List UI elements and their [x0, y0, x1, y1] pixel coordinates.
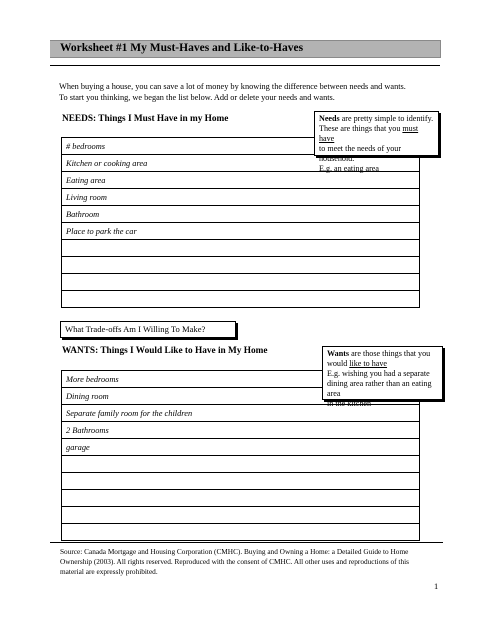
needs-row[interactable]: Living room — [61, 189, 420, 206]
needs-callout-line4: E.g. an eating area — [319, 164, 379, 173]
needs-callout-line3: to meet the needs of your household. — [319, 144, 402, 163]
wants-row[interactable]: Dining room — [61, 388, 420, 405]
intro-paragraph — [59, 81, 459, 103]
intro-line-2: To start you thinking, we began the list below. Add or delete your needs and wants. — [59, 93, 335, 102]
source-citation: Source: Canada Mortgage and Housing Corporation (CMHC). Buying and Owning a Home: a Detailed Guide to Home Ownership (2003). All rights reserved. Reproduced with the consent of CMHC. All other uses and reproductions of this material are expressly prohibited. — [60, 547, 409, 576]
wants-row[interactable]: More bedrooms — [61, 371, 420, 388]
wants-callout — [322, 346, 443, 408]
wants-row[interactable] — [61, 456, 420, 473]
wants-row[interactable] — [61, 473, 420, 490]
needs-callout-emphasis: must have — [319, 124, 419, 143]
needs-callout — [314, 111, 439, 173]
wants-callout-line5: in the kitchen — [327, 399, 372, 408]
wants-callout-line3: E.g. wishing you had a separate — [327, 369, 430, 378]
wants-row[interactable]: garage — [61, 439, 420, 456]
needs-row[interactable]: Eating area — [61, 172, 420, 189]
wants-callout-line1: are those things that you — [349, 349, 431, 358]
wants-callout-emphasis: like to have — [349, 359, 388, 368]
needs-row[interactable]: Place to park the car — [61, 223, 420, 240]
tradeoff-box[interactable]: What Trade-offs Am I Willing To Make? — [60, 321, 236, 338]
wants-row[interactable] — [61, 490, 420, 507]
needs-callout-line2: These are things that you — [319, 124, 403, 133]
wants-row[interactable] — [61, 524, 420, 541]
wants-row[interactable]: 2 Bathrooms — [61, 422, 420, 439]
wants-callout-term: Wants — [327, 349, 350, 358]
needs-row[interactable] — [61, 257, 420, 274]
needs-row[interactable] — [61, 291, 420, 308]
needs-heading: NEEDS: Things I Must Have in my Home — [62, 114, 229, 124]
wants-row[interactable] — [61, 507, 420, 524]
worksheet-title: Worksheet #1 My Must-Haves and Like-to-Haves — [60, 42, 304, 54]
needs-row[interactable]: Bathroom — [61, 206, 420, 223]
footer-divider — [50, 542, 443, 543]
intro-line-1: When buying a house, you can save a lot of money by knowing the difference between needs and wants. — [59, 82, 406, 91]
needs-callout-line1: are pretty simple to identify. — [339, 114, 434, 123]
needs-row[interactable] — [61, 240, 420, 257]
needs-row[interactable] — [61, 274, 420, 291]
wants-heading: WANTS: Things I Would Like to Have in My Home — [62, 346, 268, 356]
needs-row[interactable]: # bedrooms — [61, 138, 420, 155]
title-divider — [50, 65, 440, 66]
needs-row[interactable]: Kitchen or cooking area — [61, 155, 420, 172]
wants-row[interactable]: Separate family room for the children — [61, 405, 420, 422]
wants-callout-line4: dining area rather than an eating area — [327, 379, 432, 398]
needs-callout-term: Needs — [319, 114, 340, 123]
wants-callout-line2: would — [327, 359, 350, 368]
page-number: 1 — [434, 582, 439, 591]
